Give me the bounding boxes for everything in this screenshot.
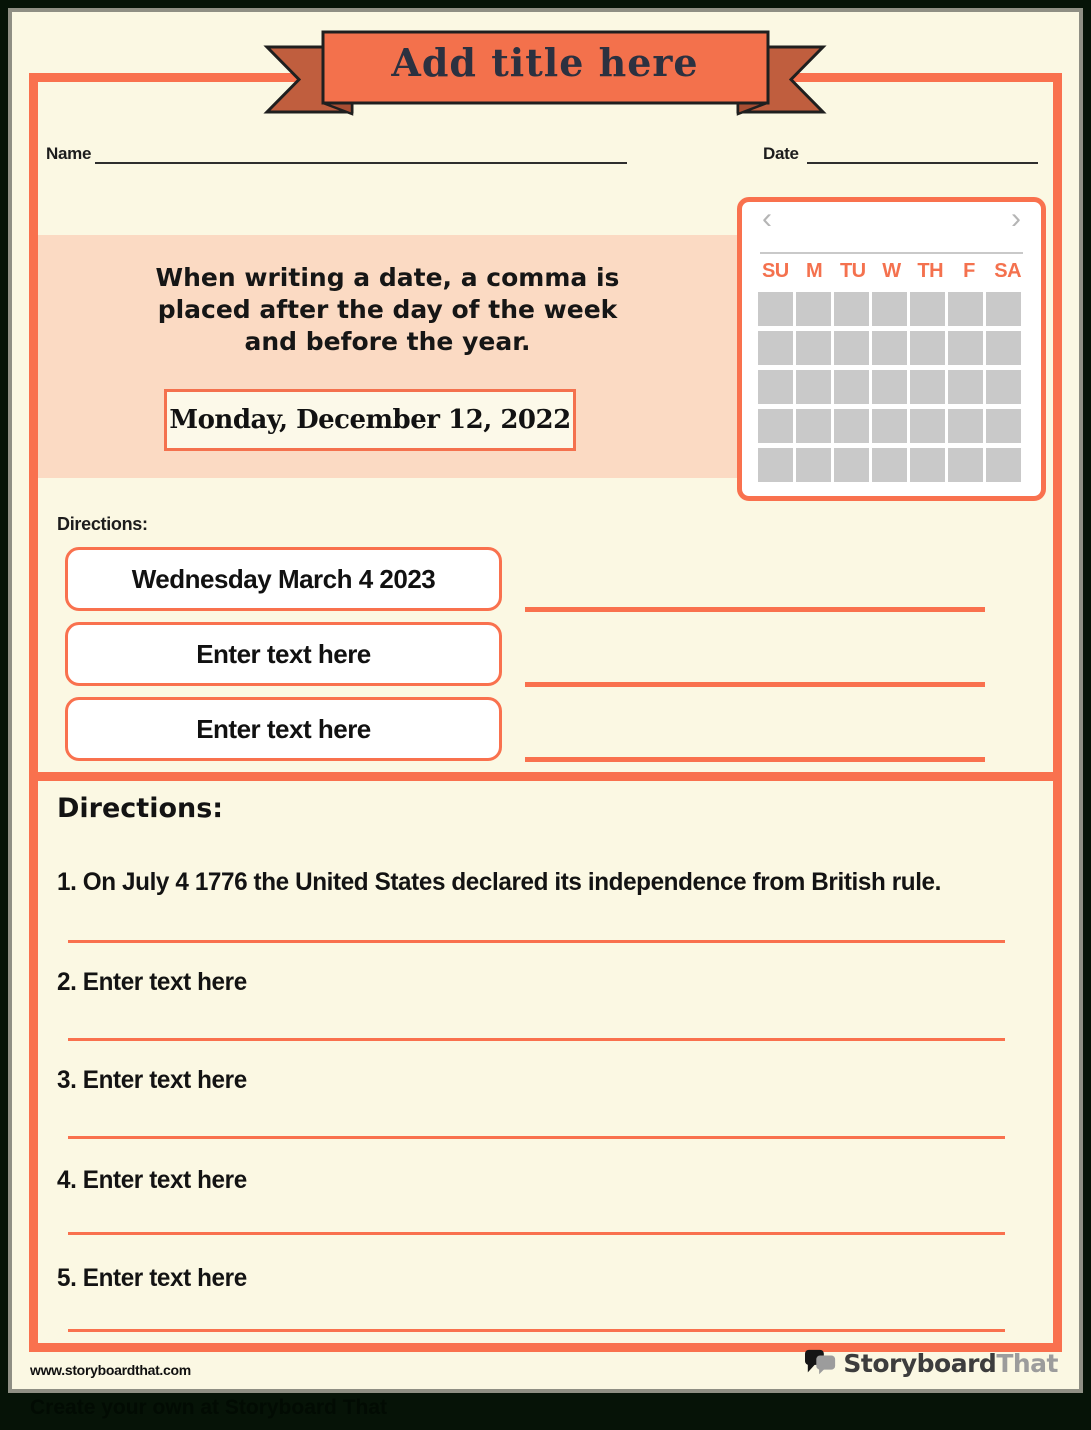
calendar-day-cell xyxy=(834,292,869,326)
calendar-day-cell xyxy=(758,370,793,404)
day-header-w: W xyxy=(882,260,901,282)
section-divider xyxy=(29,772,1062,781)
calendar-day-cell xyxy=(872,331,907,365)
writing-answer-line-4[interactable] xyxy=(68,1232,1005,1235)
calendar-day-cell xyxy=(758,409,793,443)
date-label: Date xyxy=(763,144,799,163)
directions-label-large: Directions: xyxy=(57,793,224,824)
calendar-day-cell xyxy=(834,331,869,365)
calendar-day-cell xyxy=(796,448,831,482)
logo-text xyxy=(843,1349,1058,1378)
calendar-grid xyxy=(758,292,1021,482)
exercise-box-1[interactable]: Wednesday March 4 2023 xyxy=(65,547,502,611)
calendar-day-cell xyxy=(758,331,793,365)
calendar-day-cell xyxy=(986,370,1021,404)
logo-text-that: That xyxy=(996,1348,1058,1378)
calendar-day-cell xyxy=(796,292,831,326)
calendar-day-cell xyxy=(758,448,793,482)
calendar-day-cell xyxy=(948,292,983,326)
writing-item-3: 3. Enter text here xyxy=(57,1066,247,1094)
calendar-day-cell xyxy=(872,409,907,443)
info-line-3: and before the year. xyxy=(244,327,531,356)
writing-item-2: 2. Enter text here xyxy=(57,968,247,996)
day-header-su: SU xyxy=(761,260,789,282)
calendar-day-cell xyxy=(834,448,869,482)
writing-answer-line-3[interactable] xyxy=(68,1136,1005,1139)
name-input-line[interactable] xyxy=(95,162,627,164)
calendar-day-cell xyxy=(796,331,831,365)
writing-item-5: 5. Enter text here xyxy=(57,1264,247,1292)
exercise-answer-line-2[interactable] xyxy=(525,682,985,687)
writing-answer-line-1[interactable] xyxy=(68,940,1005,943)
calendar-day-cell xyxy=(872,448,907,482)
calendar-day-cell xyxy=(986,409,1021,443)
writing-item-1: 1. On July 4 1776 the United States declared its independence from British rule. xyxy=(57,868,942,896)
example-date-text: Monday, December 12, 2022 xyxy=(169,405,571,435)
day-header-sa: SA xyxy=(994,260,1022,282)
exercise-box-3[interactable]: Enter text here xyxy=(65,697,502,761)
calendar-day-cell xyxy=(986,448,1021,482)
calendar-day-cell xyxy=(758,292,793,326)
day-header-th: TH xyxy=(917,260,944,282)
calendar-widget xyxy=(737,197,1046,501)
calendar-day-cell xyxy=(910,409,945,443)
calendar-next-icon[interactable]: › xyxy=(1011,202,1021,235)
calendar-day-cell xyxy=(910,292,945,326)
calendar-day-header-row xyxy=(756,260,1027,283)
calendar-day-cell xyxy=(796,370,831,404)
speech-bubbles-icon xyxy=(805,1348,837,1378)
website-url: www.storyboardthat.com xyxy=(30,1362,191,1378)
info-line-2: placed after the day of the week xyxy=(157,295,618,324)
name-label: Name xyxy=(46,144,92,163)
calendar-prev-icon[interactable]: ‹ xyxy=(762,202,772,235)
info-paragraph xyxy=(38,262,737,358)
calendar-day-cell xyxy=(986,292,1021,326)
calendar-day-cell xyxy=(910,331,945,365)
calendar-day-cell xyxy=(796,409,831,443)
writing-answer-line-5[interactable] xyxy=(68,1329,1005,1332)
directions-label-small: Directions: xyxy=(57,514,148,534)
exercise-box-2[interactable]: Enter text here xyxy=(65,622,502,686)
day-header-f: F xyxy=(963,260,975,282)
exercise-answer-line-1[interactable] xyxy=(525,607,985,612)
calendar-day-cell xyxy=(834,409,869,443)
logo-text-storyboard: Storyboard xyxy=(843,1348,997,1378)
day-header-tu: TU xyxy=(839,260,866,282)
calendar-day-cell xyxy=(872,370,907,404)
storyboardthat-logo xyxy=(805,1348,1058,1378)
calendar-day-cell xyxy=(910,370,945,404)
calendar-day-cell xyxy=(872,292,907,326)
calendar-day-cell xyxy=(986,331,1021,365)
bottom-tagline: Create your own at Storyboard That xyxy=(30,1396,388,1419)
calendar-day-cell xyxy=(910,448,945,482)
calendar-day-cell xyxy=(948,331,983,365)
example-date-box xyxy=(164,389,576,451)
calendar-day-cell xyxy=(948,448,983,482)
day-header-m: M xyxy=(805,260,823,282)
exercise-answer-line-3[interactable] xyxy=(525,757,985,762)
calendar-day-cell xyxy=(948,409,983,443)
writing-answer-line-2[interactable] xyxy=(68,1038,1005,1041)
writing-item-4: 4. Enter text here xyxy=(57,1166,247,1194)
worksheet-title[interactable]: Add title here xyxy=(391,40,699,85)
calendar-header-divider xyxy=(760,252,1023,254)
calendar-day-cell xyxy=(834,370,869,404)
info-line-1: When writing a date, a comma is xyxy=(155,263,620,292)
date-input-line[interactable] xyxy=(807,162,1038,164)
calendar-day-cell xyxy=(948,370,983,404)
